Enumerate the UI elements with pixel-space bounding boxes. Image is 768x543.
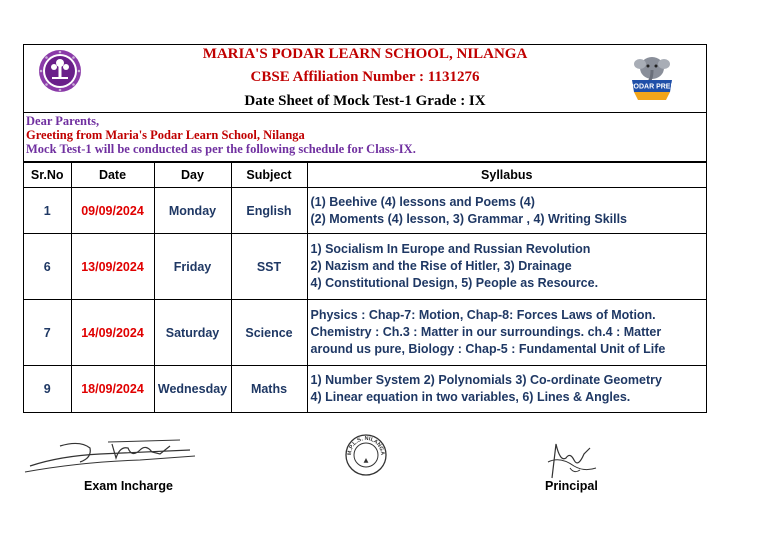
exam-incharge-label: Exam Incharge — [84, 479, 173, 493]
date-cell: 18/09/2024 — [71, 366, 154, 412]
svg-text:M.P.L.S. NILANGA — [347, 436, 385, 456]
school-name: MARIA'S PODAR LEARN SCHOOL, NILANGA — [202, 46, 528, 62]
date-cell: 13/09/2024 — [71, 234, 154, 300]
greeting-line: Greeting from Maria's Podar Learn School, Nilanga — [26, 128, 305, 142]
subject-cell: SST — [231, 234, 307, 300]
srno-cell: 6 — [24, 234, 71, 300]
subject-cell: Science — [231, 300, 307, 366]
syllabus-line: 1) Number System 2) Polynomials 3) Co-ordinate Geometry — [310, 372, 662, 387]
day-cell: Wednesday — [154, 366, 231, 412]
syllabus-line: around us pure, Biology : Chap-5 : Fundamental Unit of Life — [310, 342, 666, 356]
stamp-text: M.P.L.S. NILANGA — [346, 435, 386, 456]
srno-cell: 9 — [24, 366, 71, 412]
column-header-subject: Subject — [231, 163, 307, 188]
column-header-syllabus: Syllabus — [307, 163, 706, 188]
date-sheet — [23, 44, 707, 413]
table-row — [24, 234, 706, 300]
exam-incharge-signature-icon — [20, 436, 200, 476]
podar-prep-text: PODAR PREP — [628, 83, 676, 91]
syllabus-line: (2) Moments (4) lesson, 3) Grammar , 4) Writing Skills — [310, 211, 628, 226]
syllabus-cell — [307, 188, 706, 234]
syllabus-cell — [307, 300, 706, 366]
table-row — [24, 300, 706, 366]
table-header-row — [24, 163, 706, 188]
exam-schedule-table — [24, 162, 706, 412]
syllabus-cell — [307, 366, 706, 412]
day-cell: Friday — [154, 234, 231, 300]
syllabus-line: Chemistry : Ch.3 : Matter in our surroundings. ch.4 : Matter — [310, 325, 662, 339]
syllabus-line: 1) Socialism In Europe and Russian Revolution — [310, 242, 591, 256]
syllabus-line: 2) Nazism and the Rise of Hitler, 3) Drainage — [310, 259, 572, 273]
sheet-header — [24, 45, 706, 113]
column-header-date: Date — [71, 163, 154, 188]
salutation: Dear Parents, — [26, 114, 100, 128]
podar-prep-logo-icon — [624, 48, 680, 104]
day-cell: Saturday — [154, 300, 231, 366]
table-row — [24, 366, 706, 412]
column-header-srno: Sr.No — [24, 163, 71, 188]
principal-signature-icon — [540, 438, 600, 482]
column-header-day: Day — [154, 163, 231, 188]
syllabus-line: (1) Beehive (4) lessons and Poems (4) — [310, 194, 535, 209]
srno-cell: 1 — [24, 188, 71, 234]
principal-label: Principal — [545, 479, 598, 493]
syllabus-line: 4) Constitutional Design, 5) People as Resource. — [310, 276, 599, 290]
syllabus-cell — [307, 234, 706, 300]
subject-cell: Maths — [231, 366, 307, 412]
syllabus-line: 4) Linear equation in two variables, 6) Lines & Angles. — [310, 389, 631, 404]
sheet-title: Date Sheet of Mock Test-1 Grade : IX — [244, 93, 486, 109]
subject-cell: English — [231, 188, 307, 234]
intro-message — [24, 112, 706, 162]
day-cell: Monday — [154, 188, 231, 234]
date-cell: 14/09/2024 — [71, 300, 154, 366]
date-cell: 09/09/2024 — [71, 188, 154, 234]
schedule-note: Mock Test-1 will be conducted as per the following schedule for Class-IX. — [26, 142, 416, 156]
table-row — [24, 188, 706, 234]
srno-cell: 7 — [24, 300, 71, 366]
affiliation-number: CBSE Affiliation Number : 1131276 — [250, 69, 480, 85]
school-stamp-icon — [344, 433, 388, 477]
syllabus-line: Physics : Chap-7: Motion, Chap-8: Forces Laws of Motion. — [310, 308, 656, 322]
